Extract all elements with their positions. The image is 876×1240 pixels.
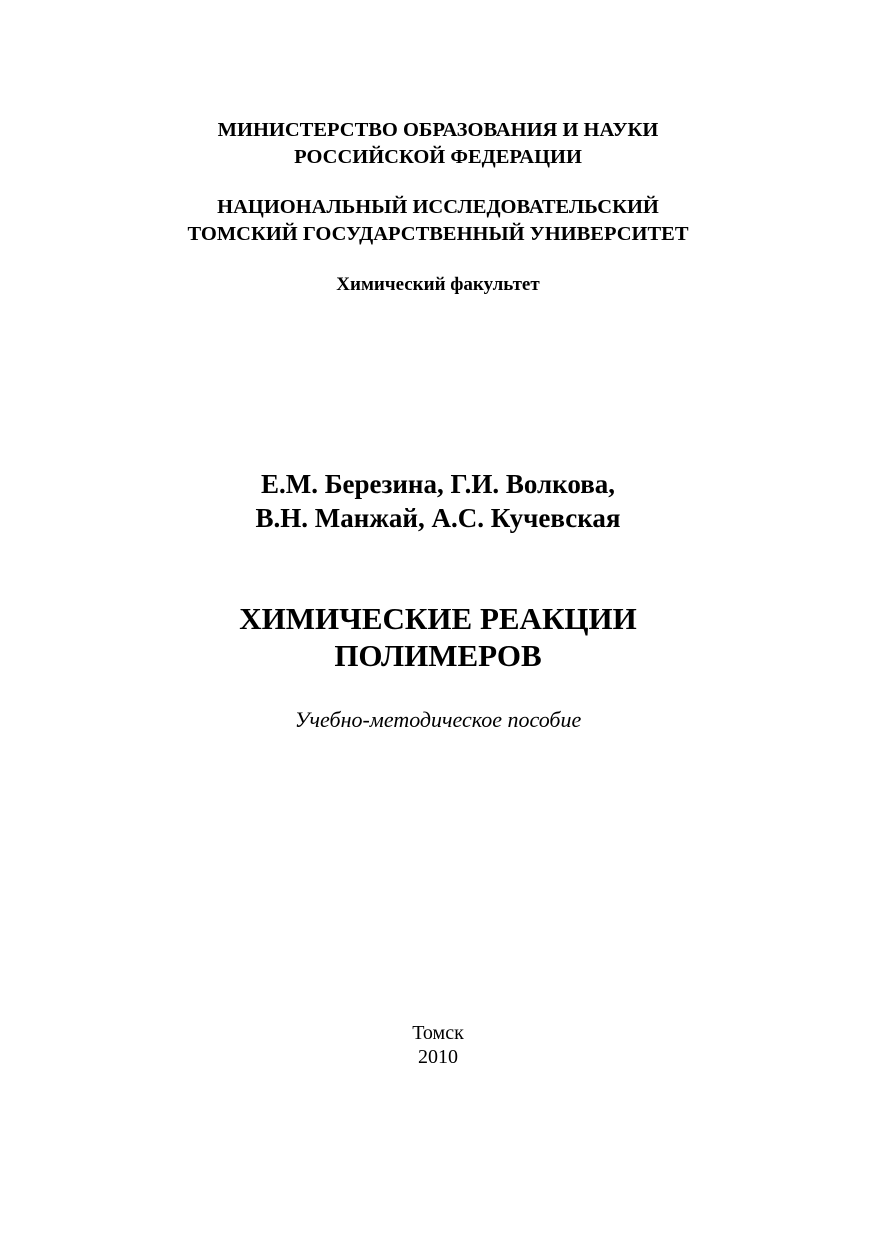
ministry-line-2: РОССИЙСКОЙ ФЕДЕРАЦИИ [294,146,582,168]
title-line-2: ПОЛИМЕРОВ [334,638,542,673]
authors-line-2: В.Н. Манжай, А.С. Кучевская [255,503,621,533]
university-line-2: ТОМСКИЙ ГОСУДАРСТВЕННЫЙ УНИВЕРСИТЕТ [187,223,689,245]
university-heading [0,194,876,248]
ministry-heading [0,117,876,171]
faculty-name: Химический факультет [336,274,540,295]
book-subtitle: Учебно-методическое пособие [294,707,582,732]
book-title [0,600,876,674]
authors-line-1: Е.М. Березина, Г.И. Волкова, [260,469,616,499]
university-line-1: НАЦИОНАЛЬНЫЙ ИССЛЕДОВАТЕЛЬСКИЙ [217,196,659,218]
title-line-1: ХИМИЧЕСКИЕ РЕАКЦИИ [239,601,637,636]
ministry-line-1: МИНИСТЕРСТВО ОБРАЗОВАНИЯ И НАУКИ [217,119,659,141]
imprint-city: Томск [412,1022,464,1044]
imprint-year: 2010 [418,1046,458,1068]
imprint [0,1021,876,1069]
authors-list [0,467,876,535]
